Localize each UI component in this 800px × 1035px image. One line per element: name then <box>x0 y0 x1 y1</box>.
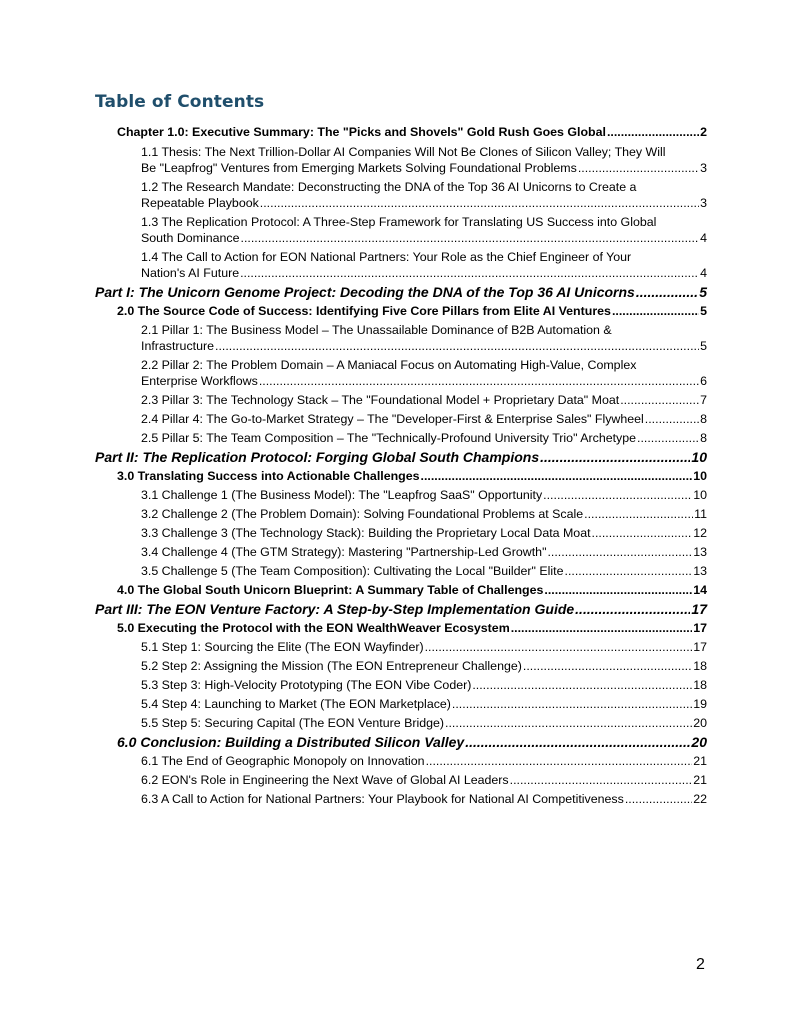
toc-entry-title: 4.0 The Global South Unicorn Blueprint: A Summary Table of Challenges <box>117 583 544 597</box>
toc-entry-title-row <box>141 338 707 354</box>
toc-entry-title: Chapter 1.0: Executive Summary: The "Picks and Shovels" Gold Rush Goes Global <box>117 125 606 139</box>
toc-dot-leader <box>625 791 692 807</box>
toc-entry-page-number: 13 <box>693 564 707 578</box>
toc-dot-leader <box>543 487 692 503</box>
toc-entry[interactable] <box>141 144 707 176</box>
toc-dot-leader <box>215 338 699 354</box>
toc-dot-leader <box>445 715 692 731</box>
toc-entry-title: Be "Leapfrog" Ventures from Emerging Markets Solving Foundational Problems <box>141 161 577 175</box>
toc-entry[interactable] <box>141 696 707 712</box>
toc-entry-title: 3.3 Challenge 3 (The Technology Stack): Building the Proprietary Local Data Moat <box>141 526 591 540</box>
toc-entry-title-row <box>141 373 707 389</box>
toc-dot-leader <box>575 601 690 617</box>
toc-entry-title: Repeatable Playbook <box>141 196 259 210</box>
toc-entry-page-number: 17 <box>691 601 707 617</box>
toc-entry[interactable] <box>141 753 707 769</box>
toc-entry-title: South Dominance <box>141 231 240 245</box>
toc-entry-title-line: 2.1 Pillar 1: The Business Model – The Unassailable Dominance of B2B Automation & <box>141 323 612 337</box>
toc-entry-page-number: 3 <box>700 196 707 210</box>
toc-entry-page-number: 17 <box>693 640 707 654</box>
page-number: 2 <box>696 956 705 973</box>
toc-entry[interactable] <box>95 601 707 617</box>
toc-entry-page-number: 3 <box>700 161 707 175</box>
toc-entry-page-number: 5 <box>700 304 707 318</box>
toc-entry-title-row <box>141 195 707 211</box>
toc-dot-leader <box>523 658 692 674</box>
toc-entry[interactable] <box>117 468 707 484</box>
toc-dot-leader <box>578 160 699 176</box>
toc-dot-leader <box>645 411 699 427</box>
toc-entry-title: 3.5 Challenge 5 (The Team Composition): Cultivating the Local "Builder" Elite <box>141 564 564 578</box>
toc-entry-page-number: 5 <box>700 339 707 353</box>
toc-entry[interactable] <box>95 449 707 465</box>
toc-entry-title: 3.4 Challenge 4 (The GTM Strategy): Mastering "Partnership-Led Growth" <box>141 545 547 559</box>
toc-dot-leader <box>544 582 692 598</box>
toc-dot-leader <box>259 373 699 389</box>
toc-entry-page-number: 21 <box>693 754 707 768</box>
toc-entry-page-number: 10 <box>693 469 707 483</box>
toc-entry-title: 6.1 The End of Geographic Monopoly on Innovation <box>141 754 425 768</box>
toc-entry-title: 6.3 A Call to Action for National Partners: Your Playbook for National AI Competitiveness <box>141 792 624 806</box>
toc-entry-page-number: 8 <box>700 412 707 426</box>
toc-entry-title: Part II: The Replication Protocol: Forging Global South Champions <box>95 449 540 465</box>
toc-dot-leader <box>421 468 693 484</box>
toc-entry[interactable] <box>141 392 707 408</box>
toc-entry-page-number: 19 <box>693 697 707 711</box>
toc-dot-leader <box>547 544 692 560</box>
toc-entry-title: 5.2 Step 2: Assigning the Mission (The EON Entrepreneur Challenge) <box>141 659 522 673</box>
toc-entry-page-number: 12 <box>693 526 707 540</box>
toc-dot-leader <box>510 772 693 788</box>
toc-dot-leader <box>592 525 693 541</box>
toc-entry-page-number: 6 <box>700 374 707 388</box>
toc-dot-leader <box>425 639 693 655</box>
toc-dot-leader <box>240 265 699 281</box>
toc-entry-page-number: 10 <box>693 488 707 502</box>
toc-entry[interactable] <box>141 322 707 354</box>
toc-title: Table of Contents <box>95 92 265 112</box>
toc-entry[interactable] <box>141 249 707 281</box>
toc-entry[interactable] <box>117 303 707 319</box>
toc-entry-page-number: 10 <box>691 449 707 465</box>
toc-entry-page-number: 11 <box>694 507 707 521</box>
toc-entry-title: 2.0 The Source Code of Success: Identifying Five Core Pillars from Elite AI Ventures <box>117 304 611 318</box>
toc-entry-page-number: 22 <box>693 792 707 806</box>
toc-entry-page-number: 4 <box>700 266 707 280</box>
toc-dot-leader <box>637 430 699 446</box>
toc-entry-title: 5.4 Step 4: Launching to Market (The EON Marketplace) <box>141 697 451 711</box>
toc-entry[interactable] <box>117 620 707 636</box>
toc-entry[interactable] <box>117 582 707 598</box>
toc-entry-title: Enterprise Workflows <box>141 374 258 388</box>
toc-entry-title: 2.5 Pillar 5: The Team Composition – The "Technically-Profound University Trio" Archetype <box>141 431 637 445</box>
toc-entry-title: Part I: The Unicorn Genome Project: Decoding the DNA of the Top 36 AI Unicorns <box>95 284 635 300</box>
toc-entry[interactable] <box>141 411 707 427</box>
toc-entry-page-number: 20 <box>693 716 707 730</box>
toc-entry-title-line: 1.2 The Research Mandate: Deconstructing the DNA of the Top 36 AI Unicorns to Create a <box>141 180 637 194</box>
toc-entry-page-number: 18 <box>693 678 707 692</box>
toc-entry-page-number: 5 <box>699 284 707 300</box>
toc-entry-title-row <box>141 160 707 176</box>
toc-dot-leader <box>584 506 693 522</box>
toc-entry[interactable] <box>141 506 707 522</box>
toc-entry[interactable] <box>141 772 707 788</box>
toc-entry-page-number: 4 <box>700 231 707 245</box>
toc-entry-title-line: 1.3 The Replication Protocol: A Three-Step Framework for Translating US Success into Global <box>141 215 657 229</box>
toc-entry-title: Part III: The EON Venture Factory: A Step-by-Step Implementation Guide <box>95 601 575 617</box>
toc-entry[interactable] <box>141 214 707 246</box>
toc-dot-leader <box>620 392 699 408</box>
toc-entry-title-row <box>141 230 707 246</box>
toc-entry-page-number: 14 <box>693 583 707 597</box>
toc-dot-leader <box>241 230 700 246</box>
toc-entry-page-number: 17 <box>693 621 707 635</box>
toc-list <box>0 120 800 810</box>
toc-entry[interactable] <box>141 430 707 446</box>
toc-entry-title: 5.0 Executing the Protocol with the EON WealthWeaver Ecosystem <box>117 621 510 635</box>
toc-entry-page-number: 7 <box>700 393 707 407</box>
toc-entry[interactable] <box>95 284 707 300</box>
toc-dot-leader <box>612 303 699 319</box>
toc-entry-title: 2.4 Pillar 4: The Go-to-Market Strategy – The "Developer-First & Enterprise Sales" Flywheel <box>141 412 644 426</box>
toc-entry-title: 2.3 Pillar 3: The Technology Stack – The "Foundational Model + Proprietary Data" Moat <box>141 393 620 407</box>
toc-entry-title-line: 2.2 Pillar 2: The Problem Domain – A Maniacal Focus on Automating High-Value, Complex <box>141 358 637 372</box>
toc-entry-page-number: 13 <box>693 545 707 559</box>
toc-entry[interactable] <box>141 639 707 655</box>
toc-entry-title-row <box>141 265 707 281</box>
toc-dot-leader <box>607 124 699 140</box>
toc-entry-page-number: 20 <box>691 734 707 750</box>
toc-entry[interactable] <box>141 563 707 579</box>
toc-entry[interactable] <box>141 658 707 674</box>
toc-entry-title: 3.0 Translating Success into Actionable Challenges <box>117 469 420 483</box>
toc-entry-title: 5.5 Step 5: Securing Capital (The EON Venture Bridge) <box>141 716 445 730</box>
toc-entry[interactable] <box>141 179 707 211</box>
toc-dot-leader <box>452 696 692 712</box>
toc-entry[interactable] <box>141 715 707 731</box>
toc-dot-leader <box>260 195 699 211</box>
toc-dot-leader <box>426 753 693 769</box>
toc-entry[interactable] <box>117 734 707 750</box>
toc-entry[interactable] <box>141 525 707 541</box>
toc-entry[interactable] <box>117 124 707 140</box>
toc-entry[interactable] <box>141 791 707 807</box>
toc-entry-page-number: 18 <box>693 659 707 673</box>
toc-dot-leader <box>540 449 690 465</box>
toc-entry-page-number: 8 <box>700 431 707 445</box>
toc-entry-title: 6.0 Conclusion: Building a Distributed Silicon Valley <box>117 734 465 750</box>
toc-entry-title: 6.2 EON's Role in Engineering the Next Wave of Global AI Leaders <box>141 773 509 787</box>
toc-entry[interactable] <box>141 357 707 389</box>
toc-entry-page-number: 21 <box>693 773 707 787</box>
toc-dot-leader <box>511 620 692 636</box>
toc-entry-title: 5.1 Step 1: Sourcing the Elite (The EON Wayfinder) <box>141 640 424 654</box>
toc-entry[interactable] <box>141 677 707 693</box>
toc-entry-title: 3.2 Challenge 2 (The Problem Domain): Solving Foundational Problems at Scale <box>141 507 584 521</box>
toc-entry[interactable] <box>141 487 707 503</box>
toc-dot-leader <box>636 284 698 300</box>
toc-entry-title-line: 1.1 Thesis: The Next Trillion-Dollar AI Companies Will Not Be Clones of Silicon Valley; They Will <box>141 145 666 159</box>
toc-entry-title: 3.1 Challenge 1 (The Business Model): The "Leapfrog SaaS" Opportunity <box>141 488 543 502</box>
toc-entry-title: Nation's AI Future <box>141 266 240 280</box>
toc-entry-title-line: 1.4 The Call to Action for EON National Partners: Your Role as the Chief Engineer of Your <box>141 250 632 264</box>
toc-entry-title: Infrastructure <box>141 339 214 353</box>
toc-dot-leader <box>472 677 692 693</box>
toc-dot-leader <box>465 734 690 750</box>
toc-entry-page-number: 2 <box>700 125 707 139</box>
toc-entry[interactable] <box>141 544 707 560</box>
toc-dot-leader <box>565 563 693 579</box>
toc-entry-title: 5.3 Step 3: High-Velocity Prototyping (The EON Vibe Coder) <box>141 678 472 692</box>
